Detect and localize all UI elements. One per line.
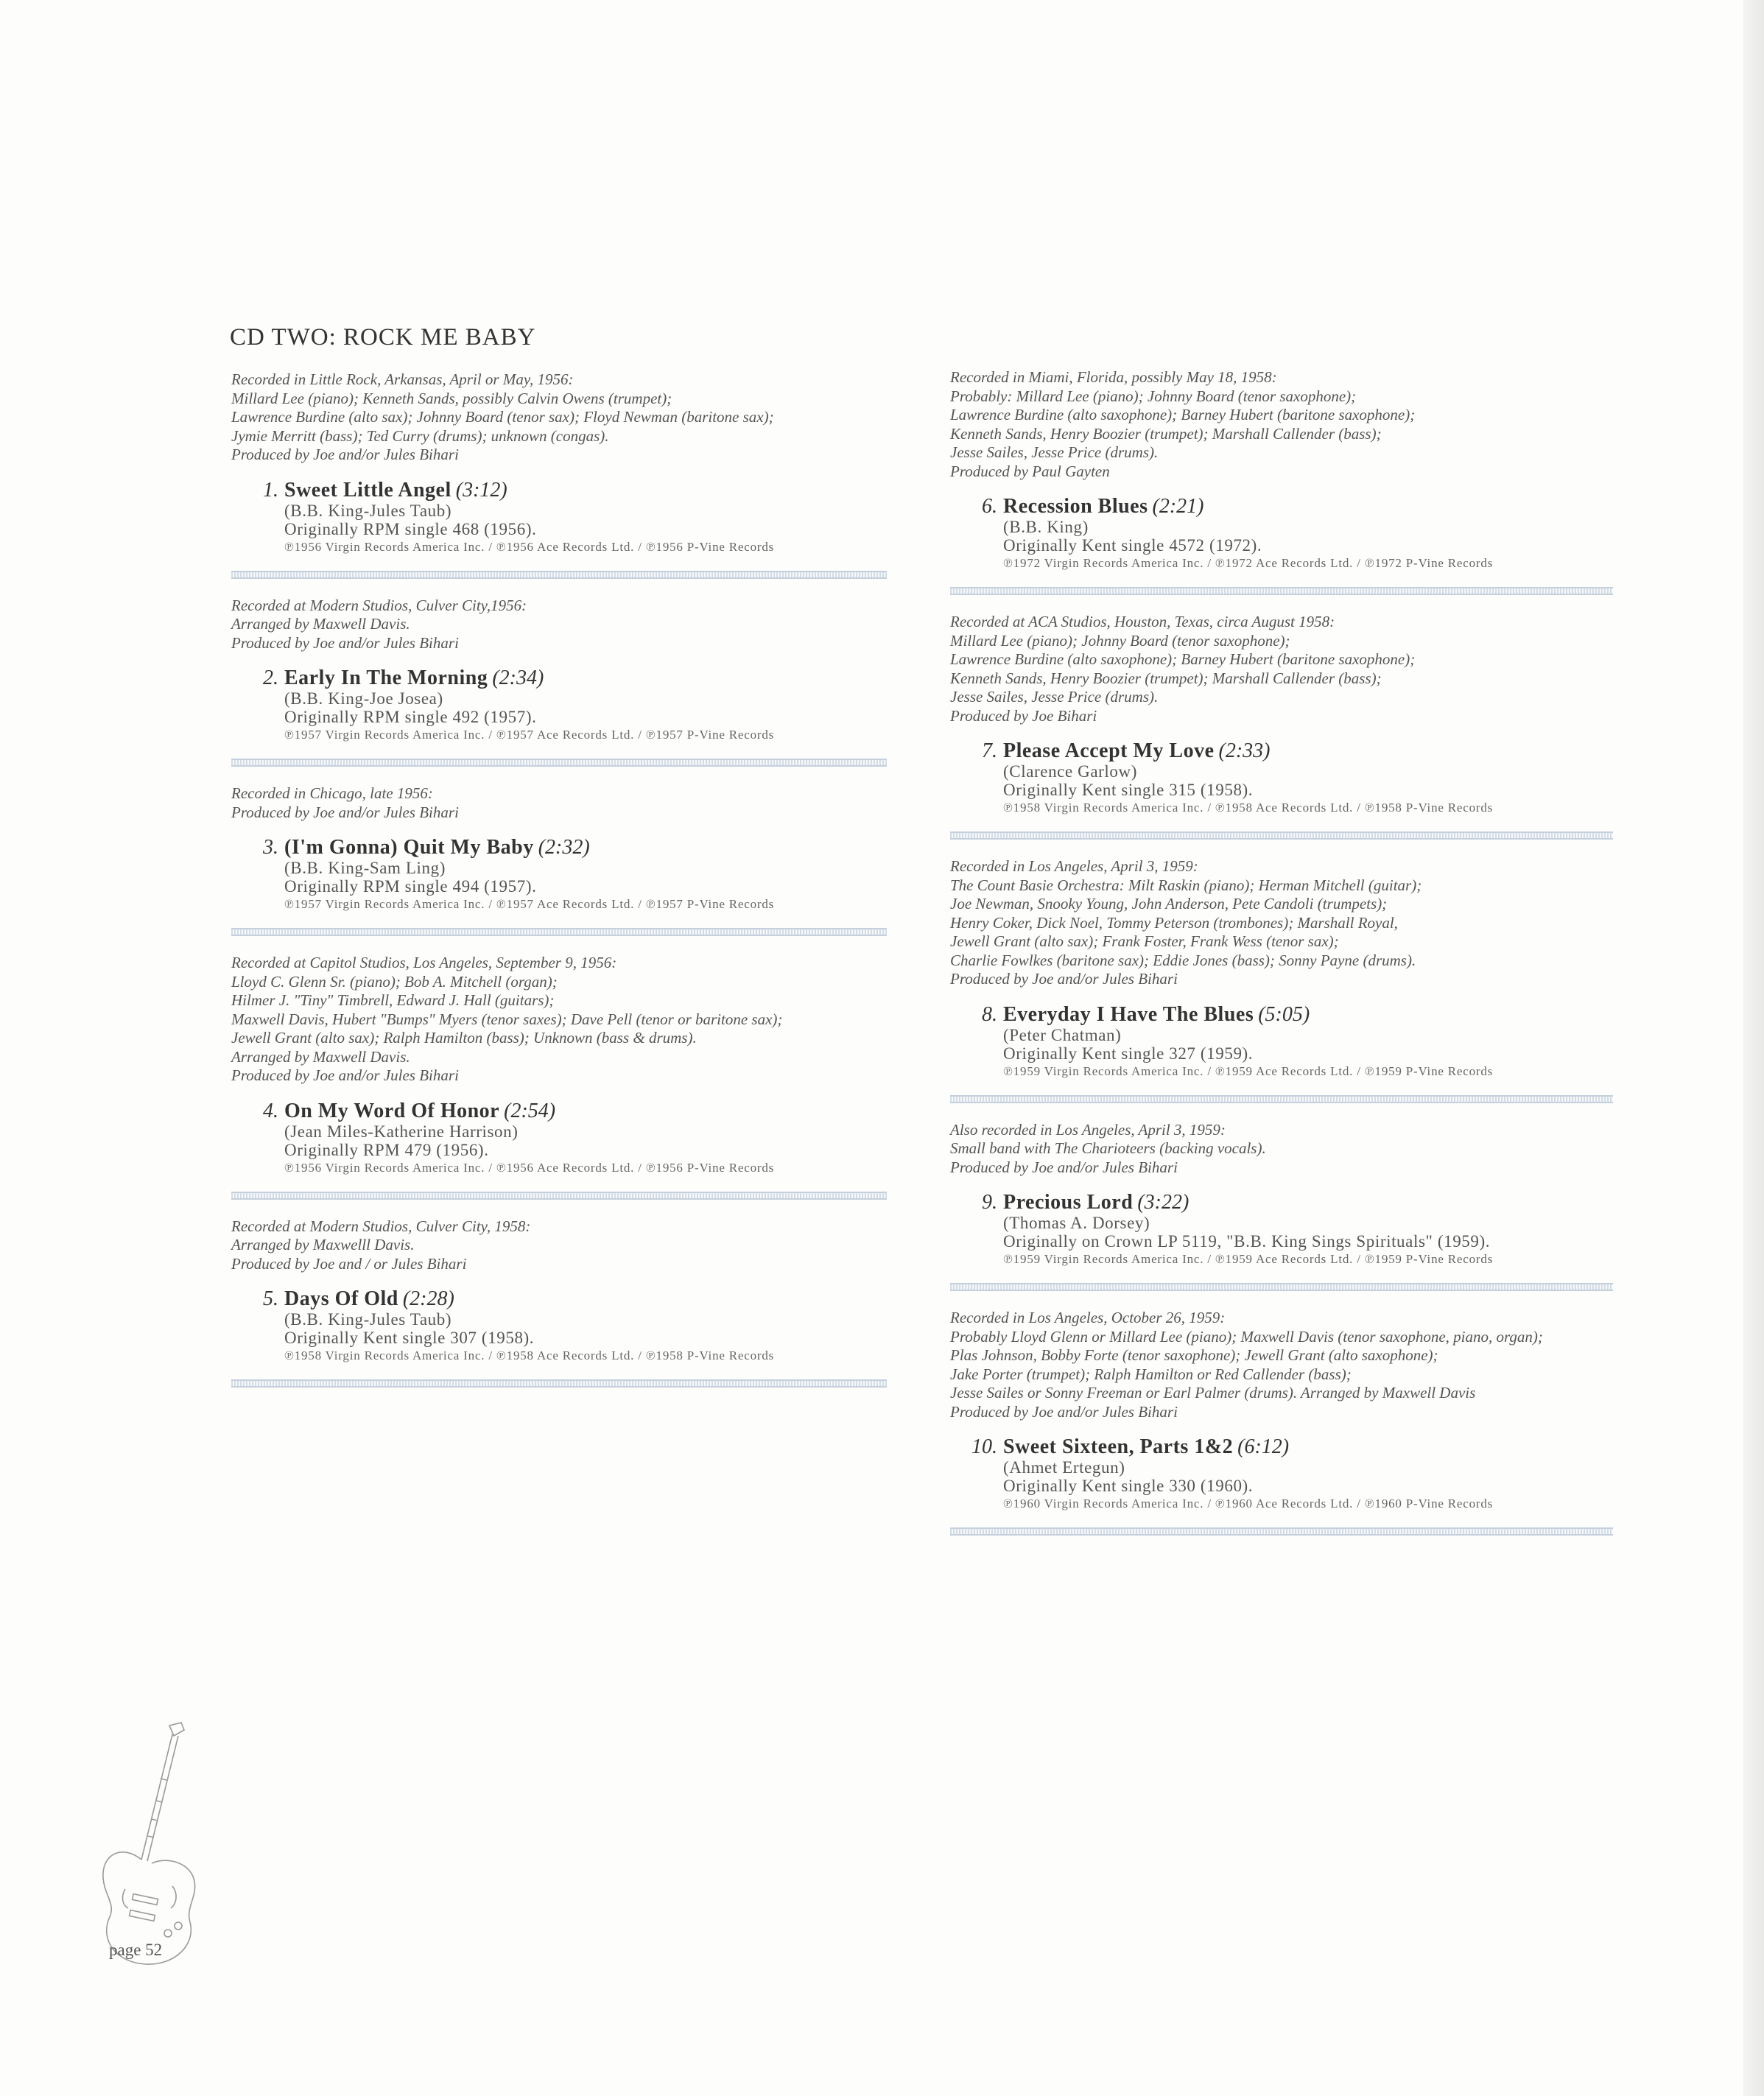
track-title: Everyday I Have The Blues (1003, 1002, 1254, 1026)
track-writers: (B.B. King-Jules Taub) (284, 1310, 452, 1329)
track-release: Originally RPM single 494 (1957). (284, 877, 537, 896)
section-divider (231, 571, 887, 579)
session-note-line: Charlie Fowlkes (baritone sax); Eddie Jones (bass); Sonny Payne (drums). (950, 951, 1416, 969)
right-column (950, 368, 1613, 1553)
track-title: Days Of Old (284, 1287, 398, 1310)
track-entry (242, 837, 887, 913)
session-note-line: Recorded in Little Rock, Arkansas, April or May, 1956: (231, 370, 574, 388)
track-details (284, 859, 887, 913)
track-entry (242, 479, 887, 556)
session-note-line: Produced by Joe and/or Jules Bihari (231, 633, 459, 652)
track-heading (242, 479, 887, 502)
track-writers: (Jean Miles-Katherine Harrison) (284, 1122, 519, 1141)
track-duration: (2:54) (504, 1099, 556, 1122)
track-release: Originally Kent single 330 (1960). (1003, 1477, 1254, 1495)
section-divider (950, 831, 1613, 840)
session-note-line: Produced by Joe and/or Jules Bihari (950, 1402, 1178, 1421)
track-release: Originally RPM 479 (1956). (284, 1140, 489, 1159)
track-duration: (5:05) (1258, 1002, 1310, 1026)
page-edge-shadow (1743, 0, 1764, 2096)
track-details (1003, 1458, 1613, 1513)
section-divider (950, 1095, 1613, 1103)
track-release: Originally Kent single 4572 (1972). (1003, 536, 1262, 555)
track-release: Originally RPM single 468 (1956). (284, 519, 537, 538)
session-note-line: Recorded in Los Angeles, April 3, 1959: (950, 857, 1198, 875)
track-details (284, 689, 887, 744)
track-copyright: ℗1957 Virgin Records America Inc. / ℗1957 Ace Records Ltd. / ℗1957 P-Vine Records (284, 897, 775, 911)
track-duration: (2:34) (492, 667, 544, 689)
track-release: Originally Kent single 307 (1958). (284, 1329, 535, 1347)
session-note-line: Produced by Joe and/or Jules Bihari (231, 446, 459, 463)
track-entry (960, 1192, 1613, 1268)
track-heading (960, 740, 1613, 762)
track-details (1003, 1214, 1613, 1268)
session-note-line: The Count Basie Orchestra: Milt Raskin (piano); Herman Mitchell (guitar); (950, 876, 1422, 894)
track-copyright: ℗1960 Virgin Records America Inc. / ℗1960 Ace Records Ltd. / ℗1960 P-Vine Records (1003, 1497, 1494, 1511)
session-note-line: Maxwell Davis, Hubert "Bumps" Myers (tenor saxes); Dave Pell (tenor or baritone sax); (231, 1010, 783, 1028)
session-note-line: Jake Porter (trumpet); Ralph Hamilton or Red Callender (bass); (950, 1365, 1352, 1383)
session-note-line: Produced by Joe and/or Jules Bihari (231, 1066, 459, 1084)
track-number: 1. (263, 478, 278, 502)
session-note-line: Arranged by Maxwell Davis. (231, 1047, 410, 1066)
session-notes (231, 370, 887, 465)
session-note-line: Recorded at Modern Studios, Culver City, 1958: (231, 1217, 531, 1235)
session-note-line: Jewell Grant (alto sax); Frank Foster, Frank Wess (tenor sax); (950, 932, 1339, 950)
track-copyright: ℗1956 Virgin Records America Inc. / ℗1956 Ace Records Ltd. / ℗1956 P-Vine Records (284, 1160, 775, 1175)
page-title: CD TWO: ROCK ME BABY (230, 324, 536, 351)
session-notes (950, 613, 1613, 725)
track-heading (242, 1100, 887, 1122)
track-duration: (3:22) (1137, 1191, 1190, 1214)
track-entry (960, 740, 1613, 817)
section-divider (231, 928, 887, 936)
session-notes (950, 1309, 1613, 1421)
session-block (950, 1121, 1613, 1292)
session-block (231, 954, 887, 1200)
session-note-line: Jesse Sailes, Jesse Price (drums). (950, 443, 1159, 461)
track-title: Early In The Morning (284, 667, 488, 689)
track-entry (960, 496, 1613, 572)
session-note-line: Henry Coker, Dick Noel, Tommy Peterson (trombones); Marshall Royal, (950, 913, 1398, 932)
track-number: 5. (263, 1287, 278, 1310)
track-release: Originally on Crown LP 5119, "B.B. King Sings Spirituals" (1959). (1003, 1232, 1491, 1251)
track-heading (960, 496, 1613, 518)
session-note-line: Jymie Merritt (bass); Ted Curry (drums); unknown (congas). (231, 426, 609, 445)
track-duration: (6:12) (1237, 1435, 1290, 1458)
section-divider (950, 1283, 1613, 1291)
session-note-line: Produced by Paul Gayten (950, 462, 1110, 480)
session-note-line: Jesse Sailes, Jesse Price (drums). (950, 688, 1159, 706)
track-copyright: ℗1959 Virgin Records America Inc. / ℗1959 Ace Records Ltd. / ℗1959 P-Vine Records (1003, 1252, 1494, 1266)
section-divider (950, 587, 1613, 595)
session-note-line: Jesse Sailes or Sonny Freeman or Earl Palmer (drums). Arranged by Maxwell Davis (950, 1384, 1476, 1402)
track-duration: (3:12) (455, 478, 507, 502)
track-number: 8. (982, 1002, 997, 1026)
section-divider (231, 1379, 887, 1388)
session-notes (231, 784, 887, 822)
track-details (284, 1122, 887, 1177)
section-divider (231, 1192, 887, 1200)
session-notes (950, 1121, 1613, 1178)
track-heading (960, 1436, 1613, 1458)
track-copyright: ℗1956 Virgin Records America Inc. / ℗1956 Ace Records Ltd. / ℗1956 P-Vine Records (284, 539, 775, 554)
track-entry (242, 1288, 887, 1365)
session-note-line: Lawrence Burdine (alto saxophone); Barney Hubert (baritone saxophone); (950, 650, 1416, 668)
session-note-line: Produced by Joe and/or Jules Bihari (950, 1158, 1178, 1176)
track-title: Sweet Sixteen, Parts 1&2 (1003, 1435, 1234, 1458)
track-details (284, 502, 887, 556)
track-entry (242, 1100, 887, 1177)
session-note-line: Produced by Joe and/or Jules Bihari (950, 970, 1178, 988)
track-entry (960, 1436, 1613, 1513)
track-heading (960, 1004, 1613, 1026)
track-title: On My Word Of Honor (284, 1099, 500, 1122)
track-title: Recession Blues (1003, 495, 1148, 518)
track-release: Originally RPM single 492 (1957). (284, 708, 537, 726)
track-details (1003, 762, 1613, 817)
session-note-line: Millard Lee (piano); Kenneth Sands, possibly Calvin Owens (trumpet); (231, 389, 672, 407)
track-details (1003, 1026, 1613, 1080)
track-duration: (2:33) (1218, 739, 1271, 762)
session-block (950, 857, 1613, 1103)
track-copyright: ℗1958 Virgin Records America Inc. / ℗1958 Ace Records Ltd. / ℗1958 P-Vine Records (284, 1348, 775, 1362)
track-title: Precious Lord (1003, 1191, 1134, 1214)
track-writers: (Peter Chatman) (1003, 1025, 1122, 1044)
session-note-line: Produced by Joe and / or Jules Bihari (231, 1254, 467, 1273)
session-note-line: Lawrence Burdine (alto sax); Johnny Board (tenor sax); Floyd Newman (baritone sax); (231, 408, 774, 426)
session-note-line: Recorded in Miami, Florida, possibly May 18, 1958: (950, 368, 1277, 386)
session-notes (231, 1217, 887, 1274)
track-number: 6. (982, 495, 997, 518)
session-block (231, 1217, 887, 1388)
track-heading (242, 837, 887, 859)
track-copyright: ℗1957 Virgin Records America Inc. / ℗1957 Ace Records Ltd. / ℗1957 P-Vine Records (284, 728, 775, 742)
session-note-line: Millard Lee (piano); Johnny Board (tenor saxophone); (950, 631, 1290, 650)
left-column (231, 370, 887, 1405)
track-writers: (B.B. King) (1003, 518, 1089, 536)
session-note-line: Kenneth Sands, Henry Boozier (trumpet); Marshall Callender (bass); (950, 424, 1382, 443)
track-entry (960, 1004, 1613, 1080)
track-copyright: ℗1958 Virgin Records America Inc. / ℗1958 Ace Records Ltd. / ℗1958 P-Vine Records (1003, 801, 1494, 815)
session-note-line: Jewell Grant (alto sax); Ralph Hamilton (bass); Unknown (bass & drums). (231, 1029, 697, 1047)
session-note-line: Produced by Joe Bihari (950, 706, 1097, 725)
session-note-line: Plas Johnson, Bobby Forte (tenor saxophone); Jewell Grant (alto saxophone); (950, 1346, 1438, 1364)
session-block (231, 784, 887, 936)
track-details (1003, 518, 1613, 572)
session-note-line: Hilmer J. "Tiny" Timbrell, Edward J. Hall (guitars); (231, 991, 555, 1009)
track-heading (242, 1288, 887, 1310)
page-number: page 52 (109, 1941, 163, 1959)
session-note-line: Lawrence Burdine (alto saxophone); Barney Hubert (baritone saxophone); (950, 406, 1416, 423)
session-note-line: Arranged by Maxwelll Davis. (231, 1236, 415, 1253)
session-block (950, 368, 1613, 595)
session-note-line: Probably Lloyd Glenn or Millard Lee (piano); Maxwell Davis (tenor saxophone, piano, organ); (950, 1327, 1543, 1346)
track-number: 4. (263, 1099, 278, 1122)
session-note-line: Lloyd C. Glenn Sr. (piano); Bob A. Mitchell (organ); (231, 972, 558, 991)
session-note-line: Recorded at ACA Studios, Houston, Texas, circa August 1958: (950, 613, 1335, 630)
track-writers: (B.B. King-Joe Josea) (284, 689, 443, 708)
track-number: 10. (971, 1435, 997, 1458)
track-number: 2. (263, 667, 278, 689)
session-note-line: Arranged by Maxwell Davis. (231, 615, 410, 633)
track-writers: (Ahmet Ertegun) (1003, 1458, 1125, 1477)
track-release: Originally Kent single 315 (1958). (1003, 781, 1254, 799)
session-note-line: Produced by Joe and/or Jules Bihari (231, 803, 459, 821)
session-note-line: Recorded in Chicago, late 1956: (231, 784, 433, 802)
session-note-line: Probably: Millard Lee (piano); Johnny Board (tenor saxophone); (950, 387, 1357, 405)
session-block (950, 1309, 1613, 1536)
session-notes (231, 954, 887, 1086)
track-writers: (Thomas A. Dorsey) (1003, 1214, 1150, 1232)
track-writers: (Clarence Garlow) (1003, 762, 1137, 781)
track-heading (960, 1192, 1613, 1214)
track-number: 9. (982, 1191, 997, 1214)
section-divider (950, 1527, 1613, 1536)
track-number: 3. (263, 836, 278, 859)
session-note-line: Kenneth Sands, Henry Boozier (trumpet); Marshall Callender (bass); (950, 669, 1382, 687)
session-note-line: Recorded at Modern Studios, Culver City,1956: (231, 596, 527, 614)
track-copyright: ℗1959 Virgin Records America Inc. / ℗1959 Ace Records Ltd. / ℗1959 P-Vine Records (1003, 1063, 1494, 1078)
guitar-icon (87, 1720, 205, 1970)
session-notes (231, 597, 887, 653)
track-writers: (B.B. King-Sam Ling) (284, 859, 446, 877)
track-duration: (2:28) (402, 1287, 454, 1310)
track-details (284, 1310, 887, 1365)
session-block (950, 613, 1613, 840)
track-duration: (2:32) (538, 836, 590, 859)
session-block (231, 597, 887, 767)
track-title: Sweet Little Angel (284, 478, 451, 502)
session-notes (950, 857, 1613, 989)
track-title: (I'm Gonna) Quit My Baby (284, 836, 534, 859)
session-note-line: Recorded at Capitol Studios, Los Angeles, September 9, 1956: (231, 954, 617, 971)
session-note-line: Also recorded in Los Angeles, April 3, 1959: (950, 1120, 1226, 1139)
track-number: 7. (982, 739, 997, 762)
session-note-line: Small band with The Charioteers (backing vocals). (950, 1139, 1266, 1157)
session-note-line: Joe Newman, Snooky Young, John Anderson, Pete Candoli (trumpets); (950, 895, 1388, 912)
track-title: Please Accept My Love (1003, 739, 1215, 762)
section-divider (231, 759, 887, 767)
track-release: Originally Kent single 327 (1959). (1003, 1044, 1254, 1063)
session-block (231, 370, 887, 579)
track-duration: (2:21) (1152, 495, 1204, 518)
session-note-line: Recorded in Los Angeles, October 26, 1959: (950, 1309, 1226, 1326)
track-copyright: ℗1972 Virgin Records America Inc. / ℗1972 Ace Records Ltd. / ℗1972 P-Vine Records (1003, 556, 1494, 570)
track-heading (242, 667, 887, 689)
session-notes (950, 368, 1613, 481)
track-entry (242, 667, 887, 744)
track-writers: (B.B. King-Jules Taub) (284, 501, 452, 520)
